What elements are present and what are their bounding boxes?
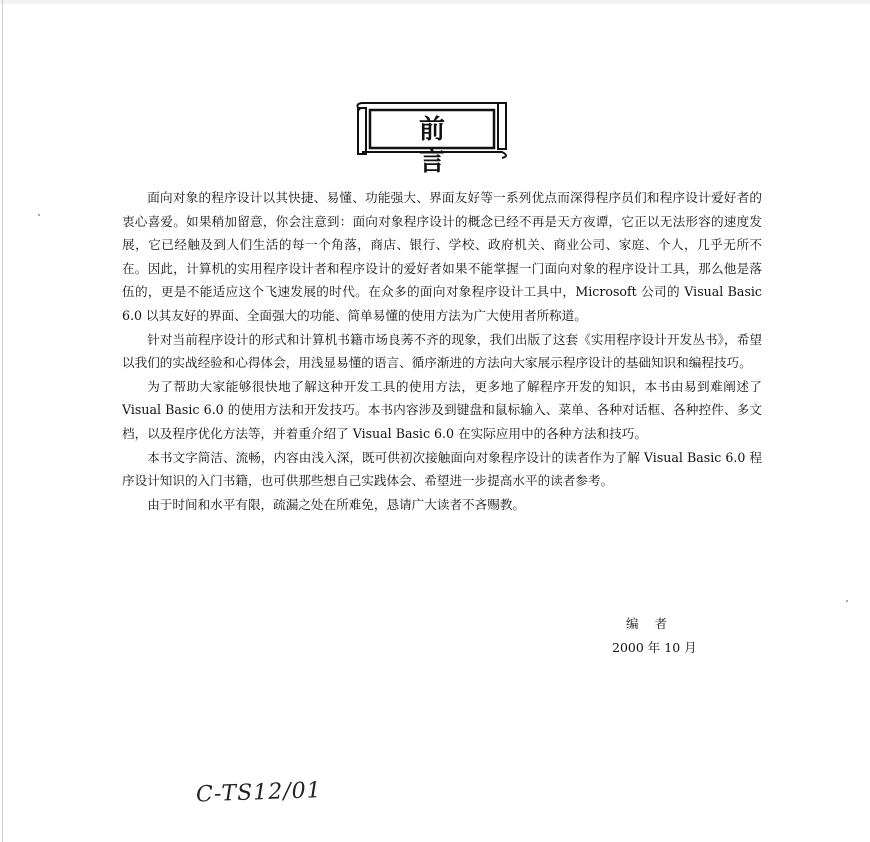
paragraph: 针对当前程序设计的形式和计算机书籍市场良莠不齐的现象，我们出版了这套《实用程序设计开发丛书》，希望以我们的实战经验和心得体会，用浅显易懂的语言、循序渐进的方法向大家展示程序设计的基础知识和编程技巧。 [122, 331, 762, 371]
scan-speck [846, 600, 848, 602]
scan-speck [38, 214, 40, 216]
paragraph: 本书文字简洁、流畅，内容由浅入深，既可供初次接触面向对象程序设计的读者作为了解 Visual Basic 6.0 程序设计知识的入门书籍，也可供那些想自己实践体会、希望进一步提高水平的读者参考。 [122, 449, 762, 489]
handwritten-call-number: C-TS12/01 [195, 778, 323, 808]
paragraph: 为了帮助大家能够很快地了解这种开发工具的使用方法，更多地了解程序开发的知识，本书由易到难阐述了 Visual Basic 6.0 的使用方法和开发技巧。本书内容涉及到键盘和鼠标输入、菜单、各种对话框、各种控件、多文档，以及程序优化方法等，并着重介绍了 Visual Basic 6.0 在实际应用中的各种方法和技巧。 [122, 378, 762, 441]
paragraph: 由于时间和水平有限，疏漏之处在所难免，恳请广大读者不吝赐教。 [147, 496, 525, 512]
signature-author: 编 者 [626, 616, 673, 631]
preface-body [122, 186, 762, 516]
signature-date: 2000 年 10 月 [612, 640, 697, 655]
paragraph: 面向对象的程序设计以其快捷、易懂、功能强大、界面友好等一系列优点而深得程序员们和程序设计爱好者的衷心喜爱。如果稍加留意，你会注意到：面向对象程序设计的概念已经不再是天方夜谭，它正以无法形容的速度发展，它已经触及到人们生活的每一个角落，商店、银行、学校、政府机关、商业公司、家庭、个人，几乎无所不在。因此，计算机的实用程序设计者和程序设计的爱好者如果不能掌握一门面向对象的程序设计工具，那么他是落伍的，更是不能适应这个飞速发展的时代。在众多的面向对象程序设计工具中，Microsoft 公司的 Visual Basic 6.0 以其友好的界面、全面强大的功能、简单易懂的使用方法为广大使用者所称道。 [122, 190, 762, 323]
signature-block [596, 612, 736, 660]
page-title: 前 言 [418, 115, 471, 177]
page-top-edge [0, 0, 870, 4]
page-left-edge [2, 0, 3, 842]
title-banner [352, 100, 512, 177]
